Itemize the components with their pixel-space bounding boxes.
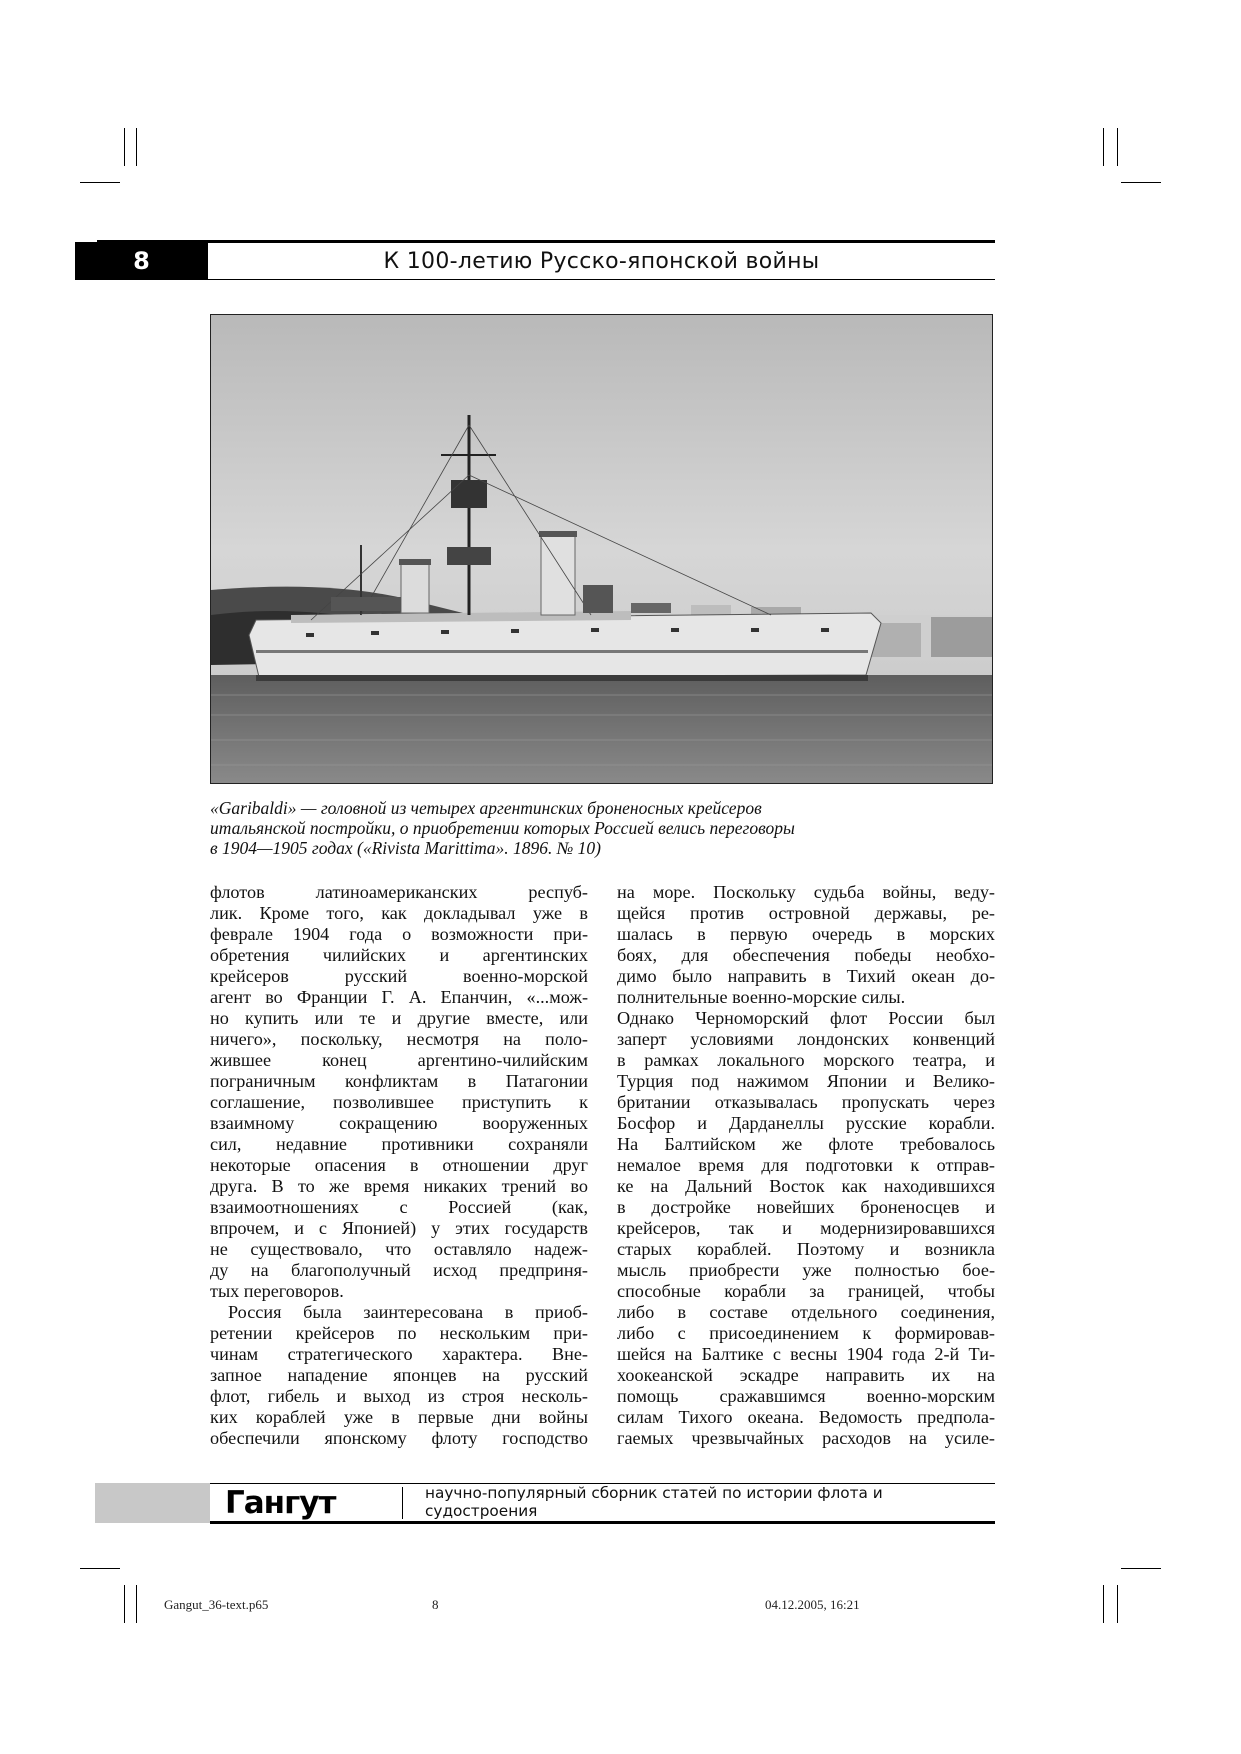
body-column-left bbox=[210, 882, 588, 1449]
slug-datetime: 04.12.2005, 16:21 bbox=[765, 1597, 860, 1612]
footer-band bbox=[95, 1483, 995, 1523]
crop-mark bbox=[124, 1585, 125, 1623]
text-line: взаимоотношениях с Россией (как, bbox=[210, 1197, 588, 1217]
text-line: некоторые опасения в отношении друг bbox=[210, 1155, 588, 1175]
text-line: способные корабли за границей, чтобы bbox=[617, 1281, 995, 1301]
text-line: полнительные военно-морские силы. bbox=[617, 987, 906, 1007]
text-line: крейсеров, так и модернизировавшихся bbox=[617, 1218, 995, 1238]
text-line: немалое время для подготовки к отправ- bbox=[617, 1155, 995, 1175]
text-line: гаемых чрезвычайных расходов на усиле- bbox=[617, 1428, 995, 1448]
text-line: флот, гибель и выход из строя несколь- bbox=[210, 1386, 588, 1406]
section-title: К 100-летию Русско-японской войны bbox=[383, 248, 820, 274]
text-line: ничего», поскольку, несмотря на поло- bbox=[210, 1029, 588, 1049]
crop-mark bbox=[80, 1568, 120, 1569]
crop-mark bbox=[1117, 128, 1118, 166]
crop-mark bbox=[136, 128, 137, 166]
crop-mark bbox=[1103, 128, 1104, 166]
text-line: друга. В то же время никаких трений во bbox=[210, 1176, 588, 1196]
footer-logo: Гангут bbox=[225, 1485, 336, 1521]
text-line: но купить или те и другие вместе, или bbox=[210, 1008, 588, 1028]
text-line: в достройке новейших броненосцев и bbox=[617, 1197, 995, 1217]
footer-bottom-rule bbox=[210, 1521, 995, 1524]
text-line: на море. Поскольку судьба войны, веду- bbox=[617, 882, 995, 902]
text-line: соглашение, позволившее приступить к bbox=[210, 1092, 588, 1112]
text-line: в рамках локального морского театра, и bbox=[617, 1050, 995, 1070]
text-line: пограничным конфликтам в Патагонии bbox=[210, 1071, 588, 1091]
text-line: боях, для обеспечения победы необхо- bbox=[617, 945, 995, 965]
text-line: лик. Кроме того, как докладывал уже в bbox=[210, 903, 588, 923]
text-line: заперт условиями лондонских конвенций bbox=[617, 1029, 995, 1049]
text-line: ретении крейсеров по нескольким при- bbox=[210, 1323, 588, 1343]
text-line: либо в составе отдельного соединения, bbox=[617, 1302, 995, 1322]
crop-mark bbox=[1121, 182, 1161, 183]
text-line: мысль приобрести уже полностью бое- bbox=[617, 1260, 995, 1280]
crop-mark bbox=[1117, 1585, 1118, 1623]
header-rule bbox=[97, 240, 995, 243]
footer-divider bbox=[402, 1487, 403, 1519]
text-line: феврале 1904 года о возможности при- bbox=[210, 924, 588, 944]
text-line: Россия была заинтересована в приоб- bbox=[228, 1302, 588, 1322]
text-line: британии отказывалась пропускать через bbox=[617, 1092, 995, 1112]
crop-mark bbox=[136, 1585, 137, 1623]
text-line: тых переговоров. bbox=[210, 1281, 344, 1301]
text-line: обретения чилийских и аргентинских bbox=[210, 945, 588, 965]
slug-filename: Gangut_36-text.p65 bbox=[164, 1597, 269, 1612]
text-line: взаимному сокращению вооруженных bbox=[210, 1113, 588, 1133]
caption-line: «Garibaldi» — головной из четырех аргентинских броненосных крейсеров bbox=[210, 798, 762, 818]
text-line: чинам стратегического характера. Вне- bbox=[210, 1344, 588, 1364]
text-line: щейся против островной державы, ре- bbox=[617, 903, 995, 923]
crop-mark bbox=[124, 128, 125, 166]
crop-mark bbox=[80, 182, 120, 183]
text-line: хоокеанской эскадре направить их на bbox=[617, 1365, 995, 1385]
footer-grey-block bbox=[95, 1483, 210, 1523]
text-line: силам Тихого океана. Ведомость предпола- bbox=[617, 1407, 995, 1427]
text-line: ду на благополучный исход предприня- bbox=[210, 1260, 588, 1280]
photo-caption bbox=[210, 798, 990, 858]
header-underline bbox=[208, 279, 995, 280]
text-line: Турция под нажимом Японии и Велико- bbox=[617, 1071, 995, 1091]
text-line: флотов латиноамериканских респуб- bbox=[210, 882, 588, 902]
text-line: либо с присоединением к формировав- bbox=[617, 1323, 995, 1343]
ship-photo bbox=[210, 314, 993, 784]
text-line: агент во Франции Г. А. Епанчин, «...мож- bbox=[210, 987, 588, 1007]
text-line: Однако Черноморский флот России был bbox=[617, 1008, 995, 1028]
text-line: впрочем, и с Японией) у этих государств bbox=[210, 1218, 588, 1238]
text-line: жившее конец аргентино-чилийским bbox=[210, 1050, 588, 1070]
caption-line: в 1904—1905 годах («Rivista Marittima». 1896. № 10) bbox=[210, 838, 601, 858]
text-line: димо было направить в Тихий океан до- bbox=[617, 966, 995, 986]
text-line: крейсеров русский военно-морской bbox=[210, 966, 588, 986]
slug-page: 8 bbox=[432, 1597, 439, 1612]
footer-tagline: научно-популярный сборник статей по истории флота и судостроения bbox=[425, 1484, 883, 1520]
text-line: шейся на Балтике с весны 1904 года 2-й Ти- bbox=[617, 1344, 995, 1364]
text-line: ких кораблей уже в первые дни войны bbox=[210, 1407, 588, 1427]
caption-line: итальянской постройки, о приобретении которых Россией велись переговоры bbox=[210, 818, 795, 838]
text-line: помощь сражавшимся военно-морским bbox=[617, 1386, 995, 1406]
text-line: ке на Дальний Восток как находившихся bbox=[617, 1176, 995, 1196]
text-line: На Балтийском же флоте требовалось bbox=[617, 1134, 995, 1154]
crop-mark bbox=[1121, 1568, 1161, 1569]
text-line: шалась в первую очередь в морских bbox=[617, 924, 995, 944]
text-line: старых кораблей. Поэтому и возникла bbox=[617, 1239, 995, 1259]
text-line: запное нападение японцев на русский bbox=[210, 1365, 588, 1385]
text-line: Босфор и Дарданеллы русские корабли. bbox=[617, 1113, 995, 1133]
crop-mark bbox=[1103, 1585, 1104, 1623]
text-line: не существовало, что оставляло надеж- bbox=[210, 1239, 588, 1259]
text-line: обеспечили японскому флоту господство bbox=[210, 1428, 588, 1448]
body-column-right bbox=[617, 882, 995, 1449]
page-number: 8 bbox=[75, 242, 208, 280]
text-line: сил, недавние противники сохраняли bbox=[210, 1134, 588, 1154]
